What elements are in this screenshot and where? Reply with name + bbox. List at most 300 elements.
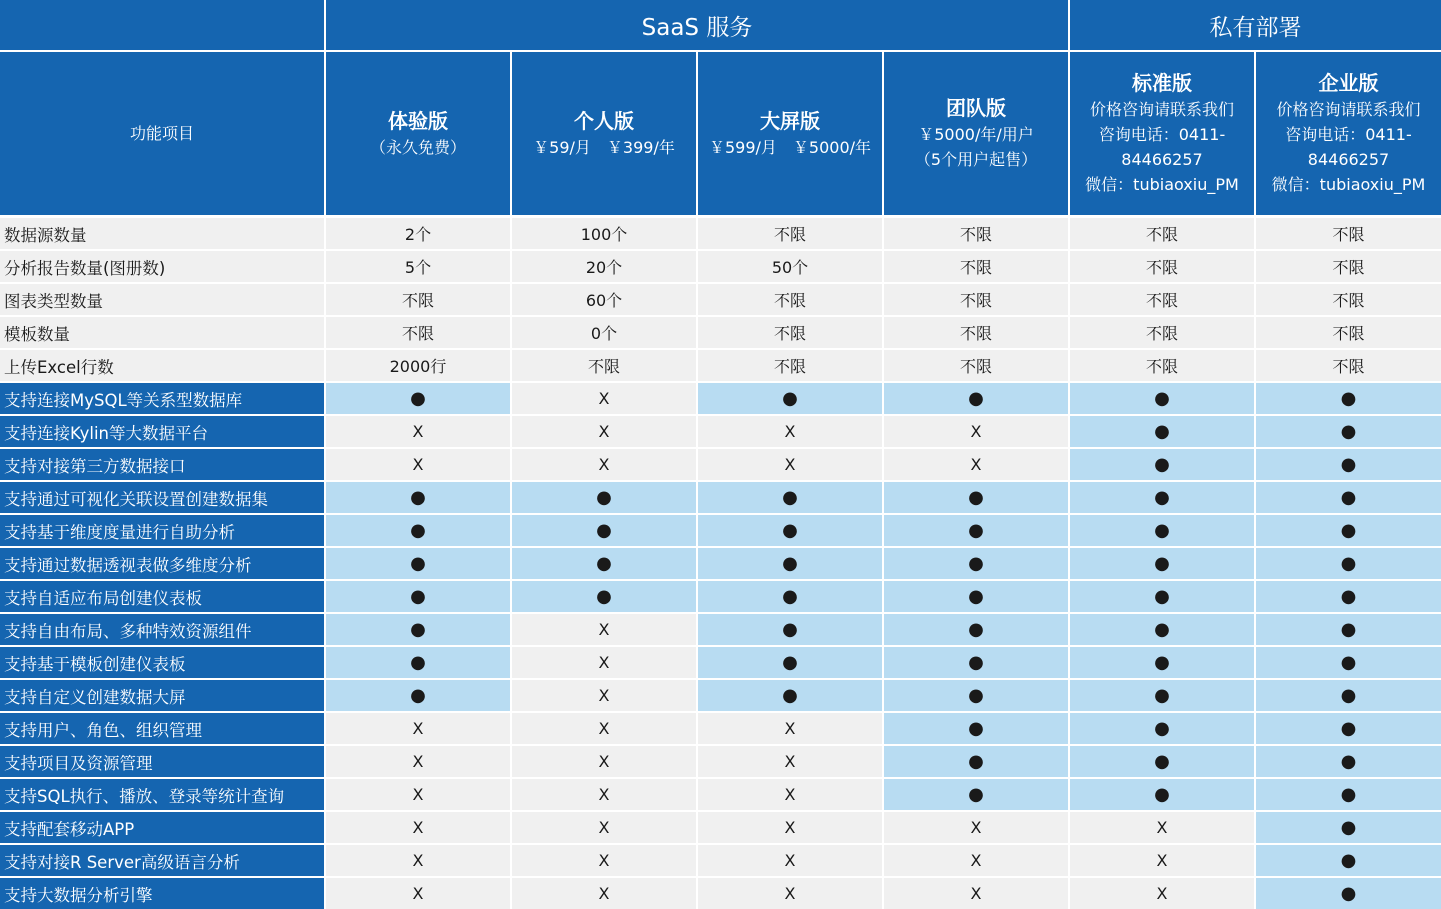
feature-name-cell bbox=[0, 713, 324, 744]
plan-value-cell bbox=[326, 779, 510, 810]
plan-value: 不限 bbox=[587, 357, 620, 376]
plan-value-cell bbox=[884, 779, 1068, 810]
plan-value-cell bbox=[512, 614, 696, 645]
feature-name: 分析报告数量(图册数) bbox=[4, 258, 166, 278]
plan-value-cell bbox=[512, 746, 696, 777]
plan-value-cell bbox=[884, 746, 1068, 777]
feature-name: 模板数量 bbox=[4, 324, 70, 344]
plan-value: ● bbox=[1340, 520, 1357, 541]
plan-value: X bbox=[412, 884, 424, 903]
plan-price-line: ￥599/月 ￥5000/年 bbox=[708, 137, 872, 157]
plan-value-cell bbox=[698, 614, 882, 645]
plan-value-cell bbox=[326, 746, 510, 777]
feature-name: 支持SQL执行、播放、登录等统计查询 bbox=[4, 786, 285, 806]
plan-value-cell bbox=[512, 383, 696, 414]
plan-value: X bbox=[970, 818, 982, 837]
plan-value: 不限 bbox=[773, 324, 806, 343]
plan-value-cell bbox=[1256, 449, 1441, 480]
plan-value: 不限 bbox=[959, 291, 992, 310]
plan-value-cell bbox=[884, 614, 1068, 645]
plan-value-cell bbox=[1070, 548, 1254, 579]
plan-value: ● bbox=[596, 487, 612, 508]
plan-value-cell bbox=[1256, 548, 1441, 579]
plan-value: ● bbox=[782, 619, 798, 640]
corner-cell bbox=[0, 0, 324, 50]
plan-header bbox=[884, 52, 1068, 215]
plan-value: ● bbox=[1154, 421, 1170, 442]
plan-value: X bbox=[784, 752, 796, 771]
plan-value: ● bbox=[410, 388, 426, 409]
plan-value: X bbox=[598, 686, 610, 705]
plan-value: 0个 bbox=[590, 324, 618, 343]
plan-value: ● bbox=[1340, 421, 1357, 442]
plan-value-cell bbox=[1256, 317, 1441, 348]
plan-value-cell bbox=[1070, 746, 1254, 777]
plan-value: ● bbox=[1340, 619, 1357, 640]
plan-value: ● bbox=[968, 652, 984, 673]
plan-value-cell bbox=[326, 383, 510, 414]
plan-value-cell bbox=[884, 251, 1068, 282]
plan-value-cell bbox=[884, 317, 1068, 348]
plan-price-line: 咨询电话：0411- bbox=[1285, 125, 1412, 144]
plan-value: ● bbox=[1340, 487, 1357, 508]
feature-name-cell bbox=[0, 779, 324, 810]
plan-value: X bbox=[784, 719, 796, 738]
plan-value: ● bbox=[596, 553, 612, 574]
plan-value: X bbox=[970, 884, 982, 903]
plan-value-cell bbox=[326, 614, 510, 645]
group-header bbox=[326, 0, 1068, 50]
plan-value: 不限 bbox=[959, 225, 992, 244]
plan-value-cell bbox=[1070, 614, 1254, 645]
plan-value: 不限 bbox=[959, 357, 992, 376]
plan-value: 不限 bbox=[1332, 225, 1365, 244]
plan-value: ● bbox=[410, 652, 426, 673]
plan-value-cell bbox=[326, 878, 510, 909]
plan-value: ● bbox=[782, 388, 798, 409]
plan-value-cell bbox=[698, 515, 882, 546]
plan-value: X bbox=[970, 455, 982, 474]
plan-value: ● bbox=[1154, 454, 1170, 475]
plan-value-cell bbox=[1256, 581, 1441, 612]
plan-value: ● bbox=[1154, 388, 1170, 409]
feature-name: 支持大数据分析引擎 bbox=[4, 885, 153, 905]
plan-value: 2个 bbox=[404, 225, 432, 244]
feature-name-cell bbox=[0, 482, 324, 513]
plan-value-cell bbox=[698, 350, 882, 381]
plan-value: X bbox=[598, 389, 610, 408]
plan-value-cell bbox=[1256, 416, 1441, 447]
plan-value-cell bbox=[326, 218, 510, 249]
plan-value-cell bbox=[512, 548, 696, 579]
plan-value: ● bbox=[1340, 553, 1357, 574]
plan-value-cell bbox=[326, 548, 510, 579]
plan-value: ● bbox=[1340, 784, 1357, 805]
plan-value: ● bbox=[968, 586, 984, 607]
plan-value: ● bbox=[782, 520, 798, 541]
plan-value: X bbox=[784, 422, 796, 441]
plan-value: 不限 bbox=[1145, 324, 1178, 343]
feature-column-header bbox=[0, 52, 324, 215]
feature-name-cell bbox=[0, 812, 324, 843]
feature-name: 支持对接第三方数据接口 bbox=[4, 456, 186, 476]
feature-name-cell bbox=[0, 449, 324, 480]
plan-value-cell bbox=[512, 581, 696, 612]
plan-value: 不限 bbox=[1332, 291, 1365, 310]
plan-value-cell bbox=[1256, 680, 1441, 711]
plan-value-cell bbox=[884, 680, 1068, 711]
plan-price-line: ￥5000/年/用户 bbox=[918, 125, 1034, 144]
plan-value: ● bbox=[1340, 850, 1357, 871]
plan-header bbox=[326, 52, 510, 215]
plan-value-cell bbox=[512, 515, 696, 546]
plan-value: ● bbox=[410, 586, 426, 607]
plan-title: 标准版 bbox=[1132, 71, 1192, 95]
plan-value-cell bbox=[1256, 614, 1441, 645]
plan-value-cell bbox=[512, 317, 696, 348]
plan-value-cell bbox=[1070, 251, 1254, 282]
plan-value: X bbox=[1156, 818, 1168, 837]
plan-value: X bbox=[784, 818, 796, 837]
plan-value-cell bbox=[1070, 647, 1254, 678]
plan-value-cell bbox=[1070, 515, 1254, 546]
plan-value-cell bbox=[326, 581, 510, 612]
feature-name-cell bbox=[0, 845, 324, 876]
plan-value: X bbox=[784, 851, 796, 870]
group-header-label: SaaS 服务 bbox=[641, 14, 753, 41]
plan-value: ● bbox=[410, 685, 426, 706]
feature-name-cell bbox=[0, 647, 324, 678]
feature-name: 支持项目及资源管理 bbox=[4, 753, 153, 773]
plan-value-cell bbox=[884, 416, 1068, 447]
plan-value: X bbox=[598, 455, 610, 474]
plan-value: X bbox=[1156, 851, 1168, 870]
plan-value-cell bbox=[1256, 284, 1441, 315]
feature-name: 支持用户、角色、组织管理 bbox=[4, 720, 202, 740]
feature-name-cell bbox=[0, 614, 324, 645]
plan-value: ● bbox=[968, 619, 984, 640]
plan-value-cell bbox=[326, 647, 510, 678]
plan-value-cell bbox=[884, 878, 1068, 909]
plan-value: 不限 bbox=[1145, 258, 1178, 277]
plan-header bbox=[1070, 52, 1254, 215]
plan-value-cell bbox=[1070, 284, 1254, 315]
plan-value: X bbox=[412, 785, 424, 804]
plan-value: X bbox=[412, 752, 424, 771]
plan-value: ● bbox=[782, 652, 798, 673]
feature-name-cell bbox=[0, 251, 324, 282]
feature-name: 支持对接R Server高级语言分析 bbox=[4, 852, 240, 872]
plan-value-cell bbox=[698, 284, 882, 315]
feature-name-cell bbox=[0, 317, 324, 348]
plan-value: ● bbox=[968, 718, 984, 739]
feature-name-cell bbox=[0, 878, 324, 909]
plan-value-cell bbox=[1256, 878, 1441, 909]
plan-value-cell bbox=[326, 482, 510, 513]
plan-value-cell bbox=[1070, 713, 1254, 744]
plan-value-cell bbox=[326, 680, 510, 711]
plan-value: ● bbox=[1340, 751, 1357, 772]
plan-value-cell bbox=[1256, 779, 1441, 810]
plan-value-cell bbox=[1256, 218, 1441, 249]
plan-title: 个人版 bbox=[574, 108, 634, 133]
plan-value: X bbox=[1156, 884, 1168, 903]
plan-value-cell bbox=[698, 482, 882, 513]
plan-value: ● bbox=[782, 586, 798, 607]
plan-value: X bbox=[598, 719, 610, 738]
plan-value-cell bbox=[512, 350, 696, 381]
group-header bbox=[1070, 0, 1441, 50]
plan-value-cell bbox=[512, 878, 696, 909]
plan-value: 100个 bbox=[580, 225, 628, 244]
plan-value: ● bbox=[968, 487, 984, 508]
plan-value-cell bbox=[698, 845, 882, 876]
plan-value-cell bbox=[698, 548, 882, 579]
plan-value: ● bbox=[968, 751, 984, 772]
plan-value: ● bbox=[1154, 652, 1170, 673]
plan-value-cell bbox=[1256, 845, 1441, 876]
plan-title: 大屏版 bbox=[760, 108, 820, 133]
plan-value-cell bbox=[512, 218, 696, 249]
plan-value: ● bbox=[1340, 685, 1357, 706]
plan-value-cell bbox=[1256, 251, 1441, 282]
plan-value: X bbox=[784, 455, 796, 474]
plan-value: 20个 bbox=[585, 258, 623, 277]
plan-value: X bbox=[598, 422, 610, 441]
plan-value-cell bbox=[698, 746, 882, 777]
plan-value-cell bbox=[698, 218, 882, 249]
plan-value: ● bbox=[782, 553, 798, 574]
feature-name-cell bbox=[0, 746, 324, 777]
plan-value-cell bbox=[1256, 482, 1441, 513]
plan-value-cell bbox=[698, 449, 882, 480]
plan-price-line: 微信：tubiaoxiu_PM bbox=[1271, 175, 1426, 194]
plan-value: 不限 bbox=[1145, 357, 1178, 376]
plan-value: 不限 bbox=[401, 324, 434, 343]
plan-value-cell bbox=[1256, 746, 1441, 777]
plan-value: ● bbox=[968, 784, 984, 805]
plan-header bbox=[1256, 52, 1441, 215]
plan-value: 5个 bbox=[404, 258, 432, 277]
plan-value: ● bbox=[968, 553, 984, 574]
feature-name: 支持通过数据透视表做多维度分析 bbox=[4, 555, 252, 575]
feature-name: 支持基于模板创建仪表板 bbox=[4, 654, 186, 674]
plan-value: 不限 bbox=[1332, 324, 1365, 343]
feature-name: 上传Excel行数 bbox=[4, 357, 114, 377]
plan-price-line: 84466257 bbox=[1307, 150, 1390, 169]
plan-header bbox=[512, 52, 696, 215]
plan-value: ● bbox=[1154, 520, 1170, 541]
plan-value: 不限 bbox=[1332, 357, 1365, 376]
plan-value-cell bbox=[884, 515, 1068, 546]
plan-value-cell bbox=[512, 284, 696, 315]
plan-value: X bbox=[598, 752, 610, 771]
plan-value-cell bbox=[1070, 581, 1254, 612]
plan-value: ● bbox=[1340, 652, 1357, 673]
plan-value: 不限 bbox=[1145, 225, 1178, 244]
plan-value-cell bbox=[326, 317, 510, 348]
plan-price-line: ￥59/月 ￥399/年 bbox=[533, 137, 675, 157]
plan-value: ● bbox=[968, 388, 984, 409]
feature-name-cell bbox=[0, 416, 324, 447]
plan-price-line: （永久免费） bbox=[369, 137, 466, 157]
plan-value: ● bbox=[1340, 817, 1357, 838]
plan-price-line: 价格咨询请联系我们 bbox=[1276, 100, 1421, 119]
plan-value: 不限 bbox=[1332, 258, 1365, 277]
plan-value: ● bbox=[410, 520, 426, 541]
plan-value-cell bbox=[1070, 350, 1254, 381]
feature-name-cell bbox=[0, 383, 324, 414]
feature-name-cell bbox=[0, 350, 324, 381]
plan-value: ● bbox=[1340, 454, 1357, 475]
plan-value: X bbox=[598, 653, 610, 672]
plan-value-cell bbox=[884, 713, 1068, 744]
plan-value-cell bbox=[512, 680, 696, 711]
plan-value: ● bbox=[782, 685, 798, 706]
plan-value-cell bbox=[512, 812, 696, 843]
plan-value-cell bbox=[698, 581, 882, 612]
plan-value-cell bbox=[1256, 647, 1441, 678]
plan-value-cell bbox=[326, 845, 510, 876]
group-header-label: 私有部署 bbox=[1209, 14, 1302, 41]
plan-value-cell bbox=[512, 713, 696, 744]
plan-value: ● bbox=[968, 685, 984, 706]
plan-value-cell bbox=[1070, 680, 1254, 711]
plan-price-line: （5个用户起售） bbox=[914, 150, 1038, 169]
plan-value-cell bbox=[884, 845, 1068, 876]
plan-value-cell bbox=[884, 581, 1068, 612]
plan-value: X bbox=[598, 851, 610, 870]
plan-value-cell bbox=[1256, 812, 1441, 843]
plan-value: X bbox=[412, 422, 424, 441]
plan-value: 不限 bbox=[401, 291, 434, 310]
plan-value-cell bbox=[1070, 449, 1254, 480]
plan-value-cell bbox=[512, 647, 696, 678]
plan-value: 不限 bbox=[773, 357, 806, 376]
plan-value: ● bbox=[1340, 883, 1357, 904]
feature-name: 数据源数量 bbox=[4, 225, 87, 245]
plan-value-cell bbox=[512, 416, 696, 447]
plan-value: ● bbox=[1154, 586, 1170, 607]
plan-value-cell bbox=[326, 416, 510, 447]
plan-value-cell bbox=[698, 647, 882, 678]
plan-value-cell bbox=[1070, 482, 1254, 513]
feature-name-cell bbox=[0, 548, 324, 579]
plan-value-cell bbox=[698, 713, 882, 744]
plan-value-cell bbox=[698, 680, 882, 711]
plan-value-cell bbox=[884, 218, 1068, 249]
plan-value-cell bbox=[884, 647, 1068, 678]
plan-value-cell bbox=[698, 812, 882, 843]
plan-value: ● bbox=[1340, 388, 1357, 409]
feature-name: 支持连接MySQL等关系型数据库 bbox=[4, 390, 243, 410]
plan-value: ● bbox=[1340, 718, 1357, 739]
plan-value: X bbox=[970, 851, 982, 870]
feature-name-cell bbox=[0, 218, 324, 249]
plan-price-line: 咨询电话：0411- bbox=[1098, 125, 1226, 144]
plan-price-line: 微信：tubiaoxiu_PM bbox=[1085, 175, 1239, 194]
plan-value-cell bbox=[698, 251, 882, 282]
feature-name-cell bbox=[0, 515, 324, 546]
feature-name: 支持连接Kylin等大数据平台 bbox=[4, 423, 209, 443]
plan-value: X bbox=[412, 851, 424, 870]
plan-value: X bbox=[598, 620, 610, 639]
plan-value: ● bbox=[1154, 751, 1170, 772]
plan-value: X bbox=[784, 785, 796, 804]
plan-value: X bbox=[784, 884, 796, 903]
plan-value-cell bbox=[512, 251, 696, 282]
plan-value: 不限 bbox=[1145, 291, 1178, 310]
plan-price-line: 价格咨询请联系我们 bbox=[1089, 100, 1234, 119]
plan-value-cell bbox=[698, 383, 882, 414]
plan-value: ● bbox=[1154, 685, 1170, 706]
feature-name-cell bbox=[0, 284, 324, 315]
plan-value-cell bbox=[884, 548, 1068, 579]
feature-name: 支持配套移动APP bbox=[4, 819, 135, 839]
plan-value-cell bbox=[512, 482, 696, 513]
plan-value: 不限 bbox=[959, 258, 992, 277]
plan-value: ● bbox=[1154, 487, 1170, 508]
plan-value: X bbox=[970, 422, 982, 441]
plan-value-cell bbox=[1070, 878, 1254, 909]
plan-value-cell bbox=[1256, 713, 1441, 744]
plan-value-cell bbox=[1070, 317, 1254, 348]
plan-value: ● bbox=[1154, 718, 1170, 739]
feature-name: 支持自定义创建数据大屏 bbox=[4, 687, 186, 707]
plan-value: 50个 bbox=[771, 258, 809, 277]
plan-value-cell bbox=[326, 449, 510, 480]
feature-name-cell bbox=[0, 581, 324, 612]
plan-value: ● bbox=[596, 520, 612, 541]
plan-title: 企业版 bbox=[1318, 71, 1379, 95]
plan-value: ● bbox=[968, 520, 984, 541]
plan-value-cell bbox=[698, 779, 882, 810]
plan-value: 不限 bbox=[773, 291, 806, 310]
plan-value: ● bbox=[1154, 553, 1170, 574]
plan-value-cell bbox=[326, 251, 510, 282]
plan-value: ● bbox=[782, 487, 798, 508]
plan-value: X bbox=[412, 719, 424, 738]
plan-value: ● bbox=[1154, 619, 1170, 640]
plan-value: ● bbox=[1340, 586, 1357, 607]
plan-value: ● bbox=[1154, 784, 1170, 805]
plan-value: 2000行 bbox=[389, 357, 447, 376]
feature-column-header-label: 功能项目 bbox=[129, 124, 194, 143]
plan-value-cell bbox=[884, 350, 1068, 381]
plan-value-cell bbox=[512, 449, 696, 480]
plan-value-cell bbox=[326, 284, 510, 315]
plan-value-cell bbox=[698, 878, 882, 909]
plan-value: X bbox=[598, 818, 610, 837]
plan-value-cell bbox=[698, 317, 882, 348]
plan-value-cell bbox=[1256, 350, 1441, 381]
plan-value-cell bbox=[884, 482, 1068, 513]
plan-value-cell bbox=[884, 449, 1068, 480]
plan-value-cell bbox=[1070, 383, 1254, 414]
plan-value: X bbox=[412, 818, 424, 837]
plan-value: ● bbox=[410, 619, 426, 640]
plan-value-cell bbox=[326, 515, 510, 546]
plan-value: ● bbox=[410, 553, 426, 574]
plan-value: X bbox=[412, 455, 424, 474]
plan-value-cell bbox=[1070, 218, 1254, 249]
plan-value: 不限 bbox=[773, 225, 806, 244]
feature-name: 支持通过可视化关联设置创建数据集 bbox=[4, 489, 268, 509]
plan-value-cell bbox=[326, 812, 510, 843]
plan-value-cell bbox=[884, 812, 1068, 843]
plan-value-cell bbox=[512, 845, 696, 876]
plan-value-cell bbox=[1256, 515, 1441, 546]
